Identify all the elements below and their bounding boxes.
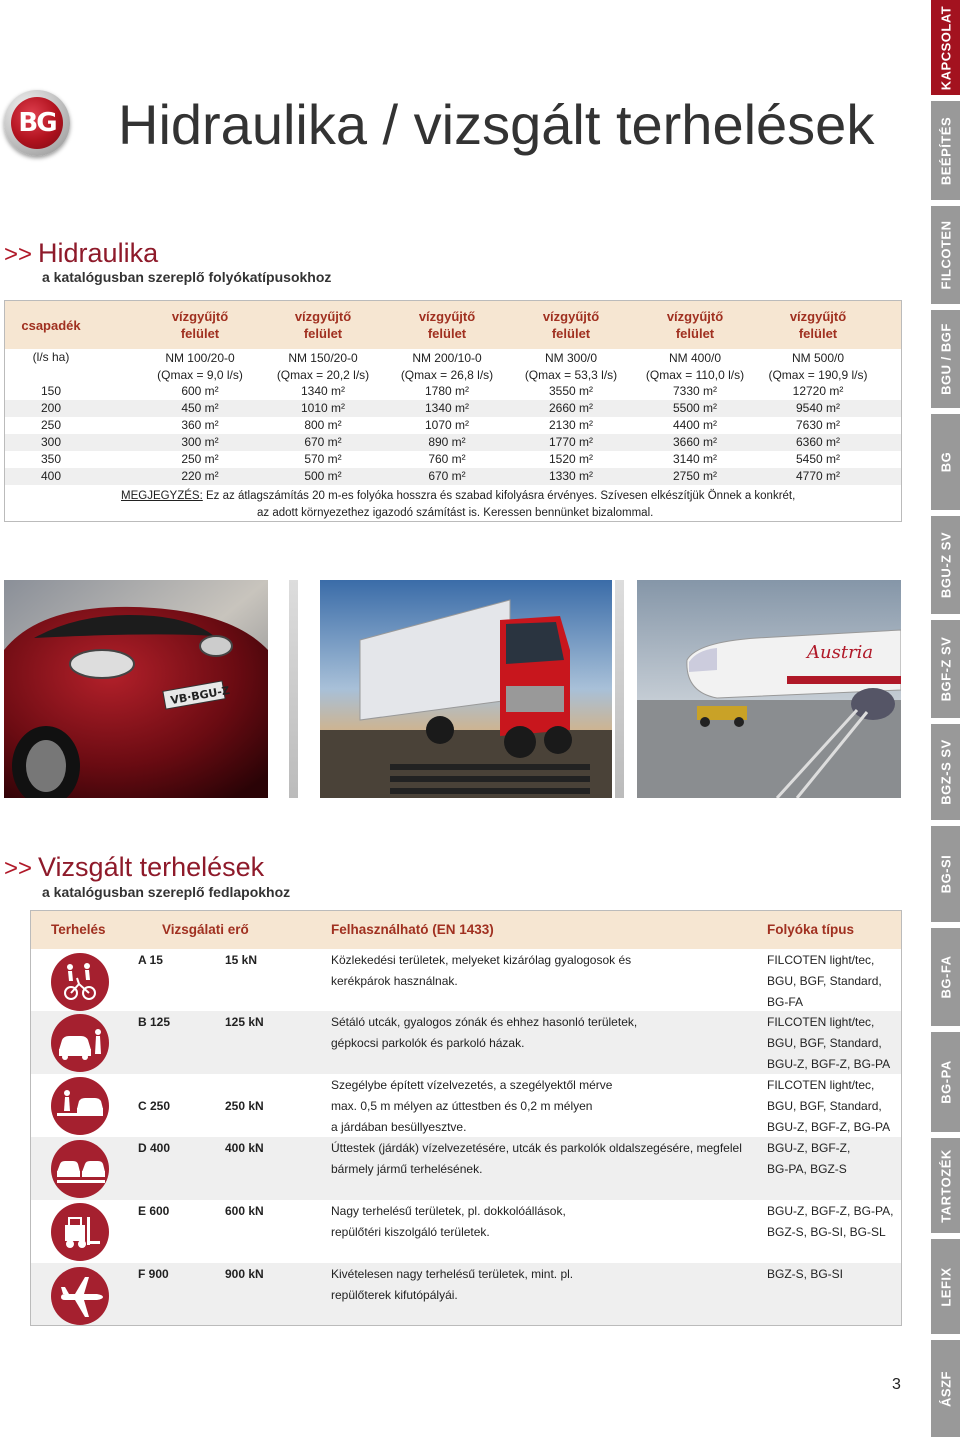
channel-type-line: BGU-Z, BGF-Z, BG-PA (767, 1120, 891, 1134)
forklift-icon (51, 1203, 109, 1261)
test-force: 900 kN (225, 1267, 264, 1281)
model-cell (387, 350, 507, 384)
col-header-line2: felület (551, 326, 591, 341)
side-tab-label: BGU / BGF (938, 323, 953, 395)
col-header (758, 308, 878, 342)
photo-separator (289, 580, 298, 798)
col-header-line2: felület (798, 326, 838, 341)
model-qmax: (Qmax = 53,3 l/s) (524, 368, 618, 382)
load-class: E 600 (138, 1204, 170, 1218)
side-tab-bgu-z-sv[interactable] (931, 516, 960, 614)
table-row (5, 451, 901, 468)
test-force: 125 kN (225, 1015, 264, 1029)
area-cell: 1340 m² (300, 384, 346, 398)
col-header (263, 308, 383, 342)
area-cell: 3140 m² (672, 452, 718, 466)
usage-line: Sétáló utcák, gyalogos zónák és ehhez hasonló területek, (331, 1015, 638, 1029)
channel-type-line: BGU, BGF, Standard, (767, 1036, 882, 1050)
hydraulics-title: Hidraulika (38, 238, 159, 268)
area-cell: 9540 m² (795, 401, 841, 415)
load-row (31, 1074, 901, 1137)
area-cell: 4400 m² (672, 418, 718, 432)
side-tab-label: TARTOZÉK (938, 1148, 953, 1223)
usage-line: Közlekedési területek, melyeket kizárólag gyalogosok és (331, 953, 632, 967)
channel-type-line: BGZ-S, BG-SI (767, 1267, 844, 1281)
load-class: F 900 (138, 1267, 169, 1281)
channel-type-line: BG-PA, BGZ-S (767, 1162, 847, 1176)
model-name: NM 100/20-0 (165, 351, 235, 365)
precip-unit: (l/s ha) (32, 350, 70, 364)
area-cell: 2750 m² (672, 469, 718, 483)
channel-type-line: BG-FA (767, 995, 804, 1009)
curb-car-pedestrian-icon (51, 1077, 109, 1135)
channel-type-line: FILCOTEN light/tec, (767, 1015, 875, 1029)
header-usage: Felhasználható (EN 1433) (331, 922, 494, 937)
photo-separator (615, 580, 624, 798)
precip-cell: 300 (40, 435, 62, 449)
area-cell: 500 m² (304, 469, 342, 483)
table-row (5, 468, 901, 485)
model-cell (140, 350, 260, 384)
usage-line: gépkocsi parkolók és parkoló házak. (331, 1036, 525, 1050)
area-cell: 360 m² (181, 418, 219, 432)
hydraulics-header-row (5, 301, 901, 349)
usage-line: Szegélybe épített vízelvezetés, a szegélyektől mérve (331, 1078, 613, 1092)
side-tab-bg[interactable] (931, 414, 960, 510)
side-tab-bgf-z-sv[interactable] (931, 620, 960, 718)
load-row (31, 949, 901, 1011)
airplane-photo (637, 580, 901, 798)
note (121, 488, 795, 522)
page-title: Hidraulika / vizsgált terhelések (118, 93, 875, 156)
side-tab-label: FILCOTEN (938, 220, 953, 290)
col-header (511, 308, 631, 342)
bg-logo (4, 90, 70, 156)
usage-line: Kivételesen nagy terhelésű területek, mint. pl. (331, 1267, 574, 1281)
table-row (5, 417, 901, 434)
airplane-icon (51, 1267, 109, 1325)
test-force: 250 kN (225, 1099, 264, 1113)
channel-type-line: BGU-Z, BGF-Z, (767, 1141, 851, 1155)
precip-cell: 150 (40, 384, 62, 398)
area-cell: 600 m² (181, 384, 219, 398)
col-header-line2: felület (675, 326, 715, 341)
load-row (31, 1137, 901, 1200)
side-tab-label: BG-FA (938, 955, 953, 999)
side-tab-bg-pa[interactable] (931, 1032, 960, 1132)
header-type: Folyóka típus (767, 922, 855, 937)
area-cell: 670 m² (304, 435, 342, 449)
area-cell: 670 m² (428, 469, 466, 483)
hydraulics-subtitle: a katalógusban szereplő folyókatípusokhoz (42, 269, 332, 285)
plane-livery: Austria (807, 642, 874, 663)
note-line1: Ez az átlagszámítás 20 m-es folyóka hosszra és szabad kifolyásra érvényes. Szívesen elkészítjük Önnek a konkrét, (202, 490, 796, 502)
test-force: 400 kN (225, 1141, 264, 1155)
col-header-line1: vízgyűjtő (666, 309, 724, 324)
side-tab-ászf[interactable] (931, 1340, 960, 1437)
model-name: NM 300/0 (544, 351, 598, 365)
area-cell: 5500 m² (672, 401, 718, 415)
precip-header: csapadék (21, 318, 81, 333)
col-header-line1: vízgyűjtő (542, 309, 600, 324)
area-cell: 300 m² (181, 435, 219, 449)
area-cell: 3550 m² (548, 384, 594, 398)
load-row (31, 1200, 901, 1263)
load-class: B 125 (138, 1015, 171, 1029)
side-tab-beépítés[interactable] (931, 101, 960, 200)
channel-type-line: FILCOTEN light/tec, (767, 953, 875, 967)
side-tab-label: BGU-Z SV (938, 531, 953, 599)
side-tab-tartozék[interactable] (931, 1138, 960, 1233)
col-header-line2: felület (303, 326, 343, 341)
model-name: NM 400/0 (668, 351, 722, 365)
area-cell: 570 m² (304, 452, 342, 466)
area-cell: 450 m² (181, 401, 219, 415)
car-plate: VB·BGU-Z (169, 683, 231, 708)
model-row (5, 349, 901, 385)
precip-cell: 400 (40, 469, 62, 483)
usage-line: repülőtéri kiszolgáló területek. (331, 1225, 490, 1239)
area-cell: 1780 m² (424, 384, 470, 398)
usage-line: max. 0,5 m mélyen az úttestben és 0,2 m mélyen (331, 1099, 593, 1113)
area-cell: 1010 m² (300, 401, 346, 415)
area-cell: 250 m² (181, 452, 219, 466)
channel-type-line: BGU-Z, BGF-Z, BG-PA (767, 1057, 891, 1071)
col-header-line1: vízgyűjtő (418, 309, 476, 324)
hydraulics-table (4, 300, 902, 522)
area-cell: 6360 m² (795, 435, 841, 449)
load-row (31, 1263, 901, 1325)
model-qmax: (Qmax = 26,8 l/s) (400, 368, 494, 382)
table-row (5, 434, 901, 451)
model-qmax: (Qmax = 9,0 l/s) (157, 368, 243, 382)
usage-line: kerékpárok használnak. (331, 974, 458, 988)
model-cell (758, 350, 878, 384)
precip-cell: 200 (40, 401, 62, 415)
header-force: Vizsgálati erő (162, 922, 249, 937)
area-cell: 1330 m² (548, 469, 594, 483)
area-cell: 800 m² (304, 418, 342, 432)
area-cell: 2130 m² (548, 418, 594, 432)
side-tab-label: KAPCSOLAT (938, 5, 953, 90)
model-cell (263, 350, 383, 384)
usage-line: Úttestek (járdák) vízelvezetésére, utcák és parkolók oldalszegésére, megfelel (331, 1141, 742, 1155)
channel-type-line: FILCOTEN light/tec, (767, 1078, 875, 1092)
side-tab-label: BGF-Z SV (938, 636, 953, 702)
loads-table (30, 910, 902, 1326)
side-tab-bg-fa[interactable] (931, 928, 960, 1026)
side-tab-label: ÁSZF (938, 1370, 953, 1407)
load-row (31, 1011, 901, 1074)
area-cell: 7630 m² (795, 418, 841, 432)
col-header (387, 308, 507, 342)
side-tab-bgu-bgf[interactable] (931, 310, 960, 408)
model-qmax: (Qmax = 190,9 l/s) (768, 368, 868, 382)
logo-text: BG (11, 97, 63, 149)
two-cars-icon (51, 1140, 109, 1198)
test-force: 600 kN (225, 1204, 264, 1218)
area-cell: 12720 m² (792, 384, 844, 398)
side-tab-label: BGZ-S SV (938, 739, 953, 805)
channel-type-line: BGU, BGF, Standard, (767, 1099, 882, 1113)
model-name: NM 500/0 (791, 351, 845, 365)
pedestrian-bicycle-icon (51, 953, 109, 1011)
model-qmax: (Qmax = 20,2 l/s) (276, 368, 370, 382)
side-tab-bg-si[interactable] (931, 826, 960, 922)
area-cell: 1520 m² (548, 452, 594, 466)
section-arrows: >> (4, 855, 33, 882)
usage-line: Nagy terhelésű területek, pl. dokkolóállások, (331, 1204, 566, 1218)
usage-line: repülőterek kifutópályái. (331, 1288, 458, 1302)
load-class: C 250 (138, 1099, 171, 1113)
col-header-line2: felület (180, 326, 220, 341)
usage-line: a járdában besüllyesztve. (331, 1120, 467, 1134)
precip-cell: 350 (40, 452, 62, 466)
table-row (5, 400, 901, 417)
channel-type-line: BGU-Z, BGF-Z, BG-PA, (767, 1204, 894, 1218)
usage-line: bármely jármű terhelésének. (331, 1162, 483, 1176)
area-cell: 2660 m² (548, 401, 594, 415)
col-header-line1: vízgyűjtő (789, 309, 847, 324)
loads-section-title (4, 852, 264, 883)
test-force: 15 kN (225, 953, 258, 967)
table-row (5, 383, 901, 400)
col-header (635, 308, 755, 342)
area-cell: 1340 m² (424, 401, 470, 415)
col-header-line1: vízgyűjtő (171, 309, 229, 324)
side-tab-label: BEÉPÍTÉS (938, 116, 953, 185)
area-cell: 3660 m² (672, 435, 718, 449)
model-qmax: (Qmax = 110,0 l/s) (645, 368, 745, 382)
col-header-line2: felület (427, 326, 467, 341)
page-number: 3 (892, 1376, 901, 1393)
area-cell: 1770 m² (548, 435, 594, 449)
note-line2: az adott környezethez igazodó számítást is. Keressen bennünket bizalommal. (257, 507, 654, 519)
loads-subtitle: a katalógusban szereplő fedlapokhoz (42, 884, 291, 900)
sports-car-photo (4, 580, 268, 798)
header-load: Terhelés (51, 922, 106, 937)
loads-title: Vizsgált terhelések (38, 852, 265, 882)
area-cell: 1070 m² (424, 418, 470, 432)
area-cell: 5450 m² (795, 452, 841, 466)
side-tab-label: LEFIX (938, 1266, 953, 1307)
hydraulics-section-title (4, 238, 158, 269)
area-cell: 760 m² (428, 452, 466, 466)
precip-cell: 250 (40, 418, 62, 432)
side-tab-label: BG-PA (938, 1060, 953, 1104)
side-tab-kapcsolat[interactable] (931, 0, 960, 95)
model-name: NM 150/20-0 (288, 351, 358, 365)
channel-type-line: BGZ-S, BG-SI, BG-SL (767, 1225, 886, 1239)
loads-header-row (31, 911, 901, 949)
area-cell: 4770 m² (795, 469, 841, 483)
side-tab-filcoten[interactable] (931, 206, 960, 304)
area-cell: 7330 m² (672, 384, 718, 398)
truck-photo (320, 580, 612, 798)
car-pedestrian-icon (51, 1014, 109, 1072)
load-class: A 15 (138, 953, 163, 967)
load-class: D 400 (138, 1141, 171, 1155)
model-cell (511, 350, 631, 384)
side-tab-label: BG (938, 451, 953, 473)
area-cell: 890 m² (428, 435, 466, 449)
note-label: MEGJEGYZÉS: (121, 490, 203, 502)
col-header-line1: vízgyűjtő (294, 309, 352, 324)
side-tab-lefix[interactable] (931, 1239, 960, 1334)
model-cell (635, 350, 755, 384)
channel-type-line: BGU, BGF, Standard, (767, 974, 882, 988)
side-tab-label: BG-SI (938, 854, 953, 894)
section-arrows: >> (4, 241, 33, 268)
area-cell: 220 m² (181, 469, 219, 483)
model-name: NM 200/10-0 (412, 351, 482, 365)
side-tab-bgz-s-sv[interactable] (931, 724, 960, 820)
col-header (140, 308, 260, 342)
